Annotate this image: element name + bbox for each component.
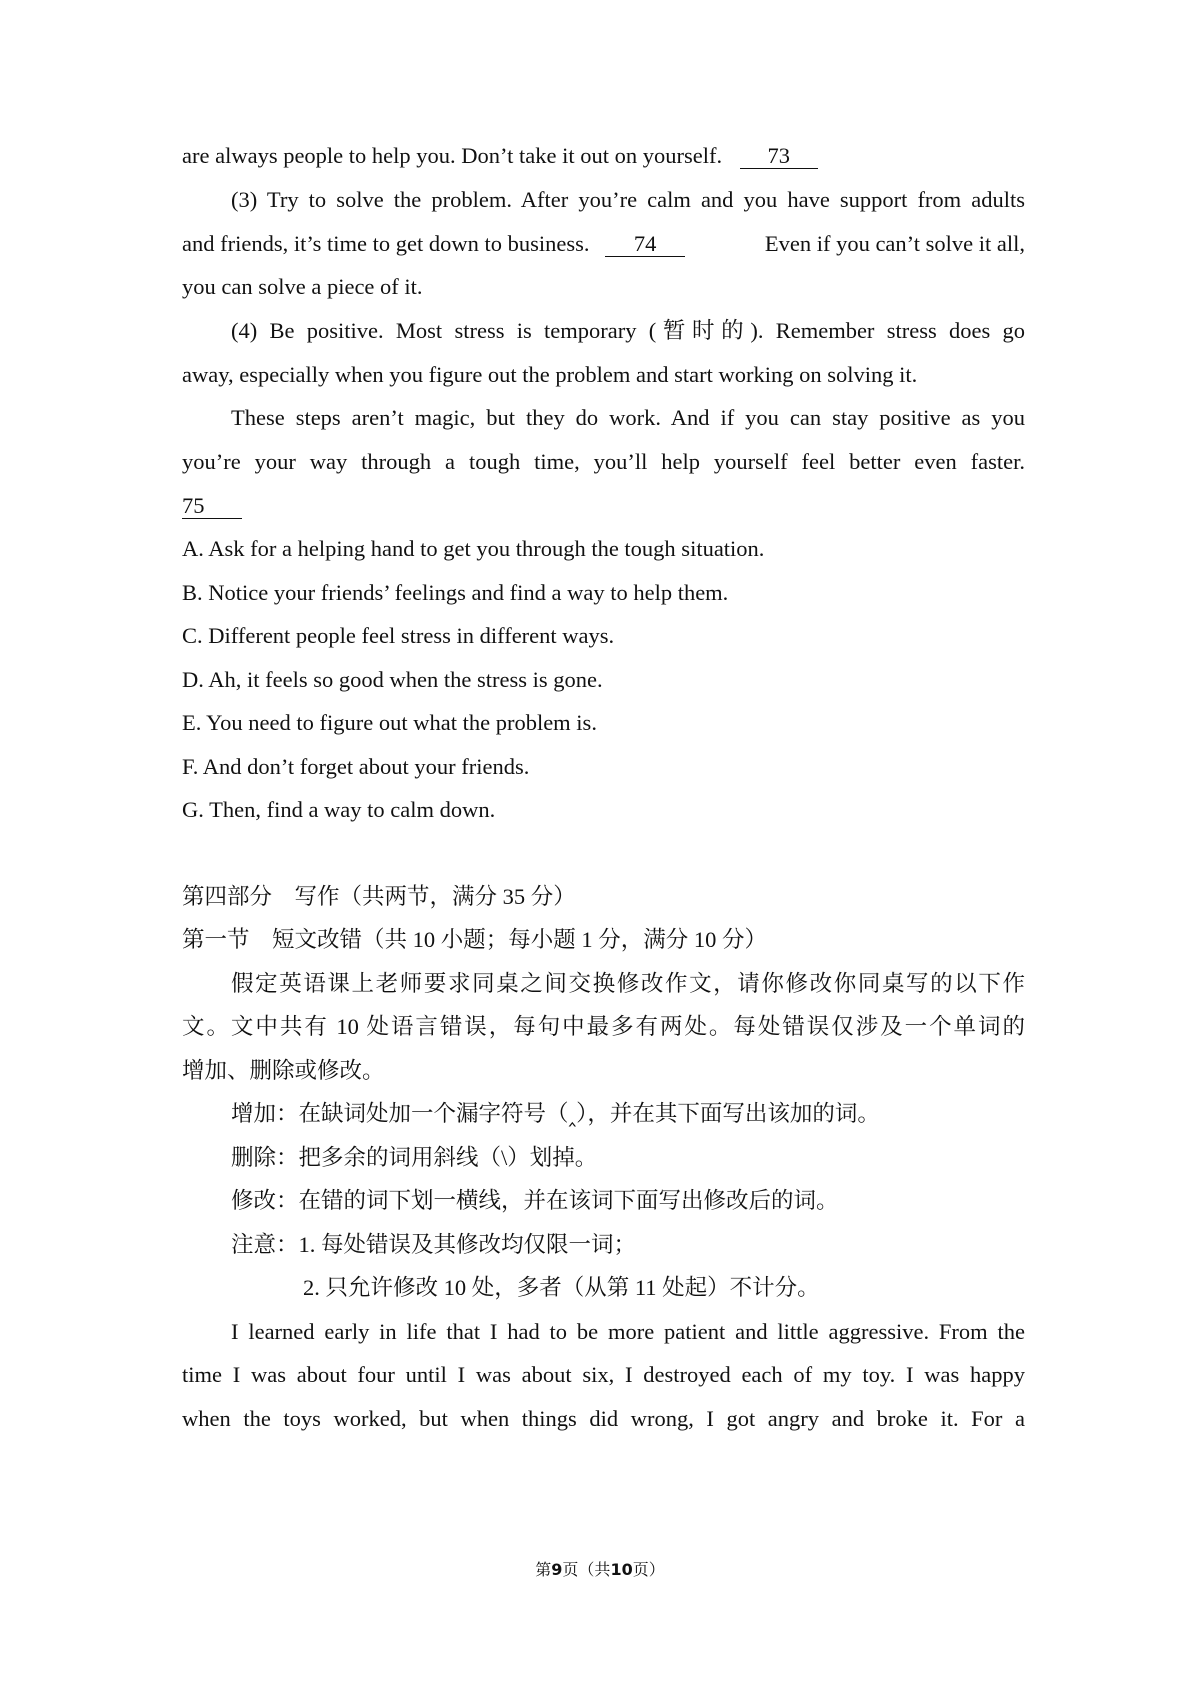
instruction-line-1: 假定英语课上老师要求同桌之间交换修改作文，请你修改你同桌写的以下作 (231, 971, 1025, 996)
part-heading: 第四部分 写作（共两节，满分 35 分） (182, 884, 576, 909)
option-a: A. Ask for a helping hand to get you through the tough situation. (182, 536, 765, 561)
essay-line-2: time I was about four until I was about six, I destroyed each of my toy. I was happy (182, 1362, 1025, 1387)
rule-modify: 修改：在错的词下划一横线，并在该词下面写出修改后的词。 (231, 1188, 839, 1213)
paragraph-4-line-1: (4) Be positive. Most stress is temporary (暂时的). Remember stress does go (231, 318, 1025, 343)
note-2: 2. 只允许修改 10 处，多者（从第 11 处起）不计分。 (303, 1275, 820, 1300)
reading-line-1 (182, 141, 1025, 171)
paragraph-3-line-3: you can solve a piece of it. (182, 274, 423, 299)
paragraph-5-line-1: These steps aren’t magic, but they do work. And if you can stay positive as you (231, 405, 1025, 430)
reading-text: and friends, it’s time to get down to business. (182, 231, 590, 256)
footer-text: 页） (632, 1560, 665, 1579)
paragraph-3-line-1: (3) Try to solve the problem. After you’re calm and you have support from adults (231, 187, 1025, 212)
option-b: B. Notice your friends’ feelings and find a way to help them. (182, 580, 729, 605)
footer-total-pages: 10 (610, 1560, 633, 1579)
essay-line-1: I learned early in life that I had to be more patient and little aggressive. From the (231, 1319, 1025, 1344)
note-1: 注意：1. 每处错误及其修改均仅限一词； (231, 1232, 637, 1257)
instruction-line-2: 文。文中共有 10 处语言错误，每句中最多有两处。每处错误仅涉及一个单词的 (182, 1014, 1025, 1039)
answer-blank-74: 74 (605, 232, 685, 257)
option-c: C. Different people feel stress in different ways. (182, 623, 615, 648)
paragraph-5-line-2: you’re your way through a tough time, you’ll help yourself feel better even faster. (182, 449, 1025, 474)
reading-text: Even if you can’t solve it all, (764, 231, 1025, 256)
paragraph-3-line-2 (182, 229, 1025, 259)
option-e: E. You need to figure out what the problem is. (182, 710, 597, 735)
option-g: G. Then, find a way to calm down. (182, 797, 496, 822)
reading-text: are always people to help you. Don’t take it out on yourself. (182, 143, 723, 168)
footer-page-number: 9 (551, 1560, 563, 1579)
section-heading: 第一节 短文改错（共 10 小题；每小题 1 分，满分 10 分） (182, 927, 768, 952)
option-f: F. And don’t forget about your friends. (182, 754, 530, 779)
paragraph-4-line-2: away, especially when you figure out the problem and start working on solving it. (182, 362, 918, 387)
answer-blank-73: 73 (740, 144, 818, 169)
footer-text: 第 (535, 1560, 552, 1579)
exam-page (182, 0, 1025, 1698)
footer-text: 页（共 (562, 1560, 611, 1579)
essay-line-3: when the toys worked, but when things did wrong, I got angry and broke it. For a (182, 1406, 1025, 1431)
paragraph-5-line-3 (182, 491, 1025, 521)
rule-add: 增加：在缺词处加一个漏字符号（‸），并在其下面写出该加的词。 (231, 1101, 880, 1126)
rule-delete: 删除：把多余的词用斜线（\）划掉。 (231, 1145, 598, 1170)
page-footer (0, 1560, 1200, 1580)
option-d: D. Ah, it feels so good when the stress is gone. (182, 667, 603, 692)
answer-blank-75: 75 (182, 494, 242, 519)
instruction-line-3: 增加、删除或修改。 (182, 1058, 385, 1083)
